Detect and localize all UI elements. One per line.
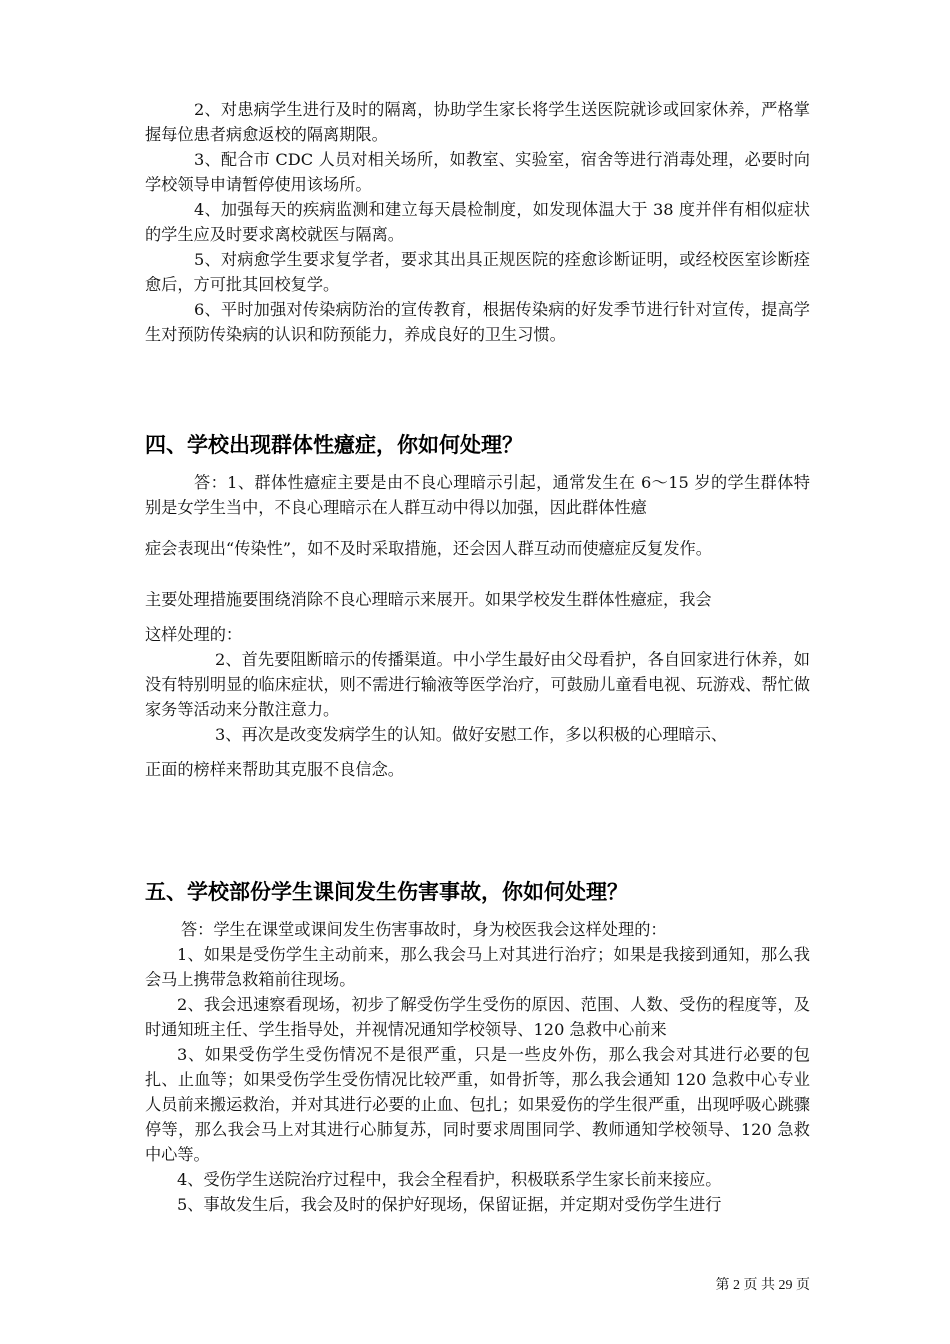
section5-intro: 答：学生在课堂或课间发生伤害事故时，身为校医我会这样处理的：	[181, 920, 667, 939]
section5-item-1: 1、如果是受伤学生主动前来，那么我会马上对其进行治疗；如果是我接到通知，那么我会马上携带急救箱前往现场。	[145, 945, 810, 989]
section5-item-2: 2、我会迅速察看现场，初步了解受伤学生受伤的原因、范围、人数、受伤的程度等，及时通知班主任、学生指导处，并视情况通知学校领导、120 急救中心前来	[145, 995, 810, 1039]
section3-item-6: 6、平时加强对传染病防治的宣传教育，根据传染病的好发季节进行针对宣传，提高学生对预防传染病的认识和防预能力，养成良好的卫生习惯。	[145, 300, 810, 344]
page-number-footer: 第 2 页 共 29 页	[715, 1278, 810, 1293]
section5-item-5: 5、事故发生后，我会及时的保护好现场，保留证据，并定期对受伤学生进行	[177, 1195, 722, 1214]
section4-heading: 四、学校出现群体性癔症，你如何处理？	[145, 433, 523, 457]
section3-item-2: 2、对患病学生进行及时的隔离，协助学生家长将学生送医院就诊或回家休养，严格掌握每位患者病愈返校的隔离期限。	[145, 100, 810, 144]
section5-heading: 五、学校部份学生课间发生伤害事故，你如何处理？	[145, 880, 628, 904]
section4-item-2: 2、首先要阻断暗示的传播渠道。中小学生最好由父母看护，各自回家进行休养，如没有特别明显的临床症状，则不需进行输液等医学治疗，可鼓励儿童看电视、玩游戏、帮忙做家务等活动来分散注意力。	[145, 650, 810, 719]
section4-answer-part3: 主要处理措施要围绕消除不良心理暗示来展开。如果学校发生群体性癔症，我会	[145, 590, 712, 609]
section3-item-4: 4、加强每天的疾病监测和建立每天晨检制度，如发现体温大于 38 度并伴有相似症状的学生应及时要求离校就医与隔离。	[145, 200, 810, 244]
section5-item-4: 4、受伤学生送院治疗过程中，我会全程看护，积极联系学生家长前来接应。	[177, 1170, 722, 1189]
section4-answer-part2: 症会表现出“传染性”，如不及时采取措施，还会因人群互动而使癔症反复发作。	[145, 539, 712, 558]
section4-item-3-line1: 3、再次是改变发病学生的认知。做好安慰工作，多以积极的心理暗示、	[215, 725, 728, 744]
section5-item-3: 3、如果受伤学生受伤情况不是很严重，只是一些皮外伤，那么我会对其进行必要的包扎、止血等；如果受伤学生受伤情况比较严重，如骨折等，那么我会通知 120 急救中心专业人员前来搬运救治，并对其进行必要的止血、包扎；如果爱伤的学生很严重，出现呼吸心跳骤停等，那么我会马上对其进行心肺复苏，同时要求周围同学、教师通知学校领导、120 急救中心等。	[145, 1045, 810, 1164]
section3-item-5: 5、对病愈学生要求复学者，要求其出具正规医院的痊愈诊断证明，或经校医室诊断痊愈后，方可批其回校复学。	[145, 250, 810, 294]
section4-answer-part4: 这样处理的：	[145, 625, 243, 644]
section4-item-3-line2: 正面的榜样来帮助其克服不良信念。	[145, 760, 404, 779]
section4-answer-part1: 答：1、群体性癔症主要是由不良心理暗示引起，通常发生在 6～15 岁的学生群体特别是女学生当中，不良心理暗示在人群互动中得以加强，因此群体性癔	[145, 473, 810, 517]
section3-item-3: 3、配合市 CDC 人员对相关场所，如教室、实验室，宿舍等进行消毒处理，必要时向学校领导申请暂停使用该场所。	[145, 150, 810, 194]
